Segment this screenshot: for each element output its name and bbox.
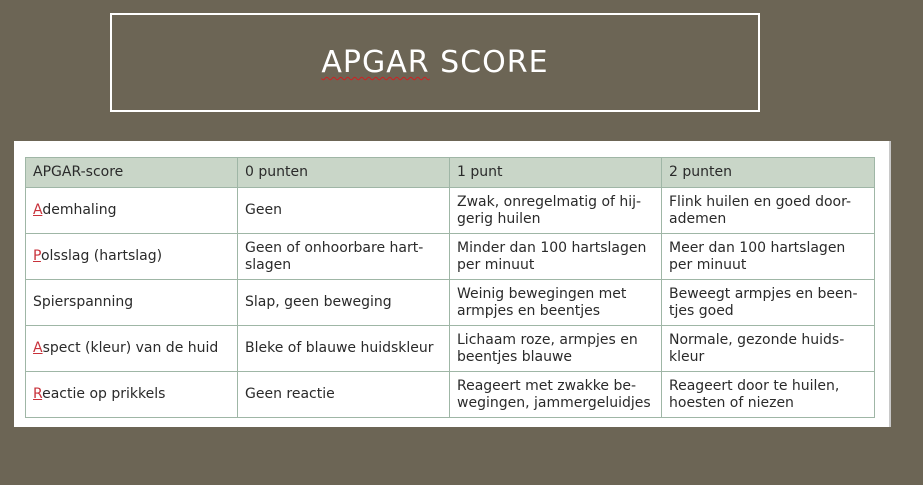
- table-row: [26, 234, 875, 280]
- criterion-rest: demhaling: [42, 202, 117, 218]
- criterion-cell: [26, 188, 238, 234]
- score-1-cell: Lichaam roze, armpjes en beentjes blauwe: [450, 326, 662, 372]
- header-0-points: 0 punten: [238, 158, 450, 188]
- score-1-cell: Reageert met zwakke be-wegingen, jammergeluidjes: [450, 372, 662, 418]
- score-0-cell: Geen reactie: [238, 372, 450, 418]
- table-panel: [14, 141, 891, 427]
- apgar-table: [25, 157, 875, 418]
- criterion-rest: eactie op prikkels: [42, 386, 166, 402]
- table-header-row: [26, 158, 875, 188]
- criterion-rest: Spierspanning: [33, 294, 134, 310]
- criterion-cell: [26, 280, 238, 326]
- criterion-cell: [26, 326, 238, 372]
- header-1-point: 1 punt: [450, 158, 662, 188]
- score-0-cell: Geen: [238, 188, 450, 234]
- criterion-cell: [26, 234, 238, 280]
- criterion-rest: olsslag (hartslag): [40, 248, 163, 264]
- title-rest: SCORE: [429, 45, 549, 80]
- criterion-cell: [26, 372, 238, 418]
- score-2-cell: Reageert door te huilen, hoesten of niezen: [662, 372, 875, 418]
- slide-title: [321, 45, 548, 80]
- acronym-letter: R: [33, 386, 43, 402]
- acronym-letter: A: [33, 202, 43, 218]
- table-row: [26, 326, 875, 372]
- panel-edge: [874, 141, 891, 427]
- acronym-letter: P: [33, 248, 41, 264]
- header-2-points: 2 punten: [662, 158, 875, 188]
- score-0-cell: Geen of onhoorbare hart-slagen: [238, 234, 450, 280]
- score-1-cell: Zwak, onregelmatig of hij-gerig huilen: [450, 188, 662, 234]
- score-2-cell: Meer dan 100 hartslagen per minuut: [662, 234, 875, 280]
- table-row: [26, 188, 875, 234]
- acronym-letter: A: [33, 340, 43, 356]
- table-row: [26, 372, 875, 418]
- score-2-cell: Normale, gezonde huids-kleur: [662, 326, 875, 372]
- score-2-cell: Beweegt armpjes en been-tjes goed: [662, 280, 875, 326]
- score-0-cell: Slap, geen beweging: [238, 280, 450, 326]
- score-2-cell: Flink huilen en goed door-ademen: [662, 188, 875, 234]
- table-row: [26, 280, 875, 326]
- score-1-cell: Minder dan 100 hartslagen per minuut: [450, 234, 662, 280]
- slide-title-box: [110, 13, 760, 112]
- criterion-rest: spect (kleur) van de huid: [42, 340, 219, 356]
- title-apgar: APGAR: [321, 45, 430, 80]
- score-1-cell: Weinig bewegingen met armpjes en beentjes: [450, 280, 662, 326]
- score-0-cell: Bleke of blauwe huidskleur: [238, 326, 450, 372]
- header-criterion: APGAR-score: [26, 158, 238, 188]
